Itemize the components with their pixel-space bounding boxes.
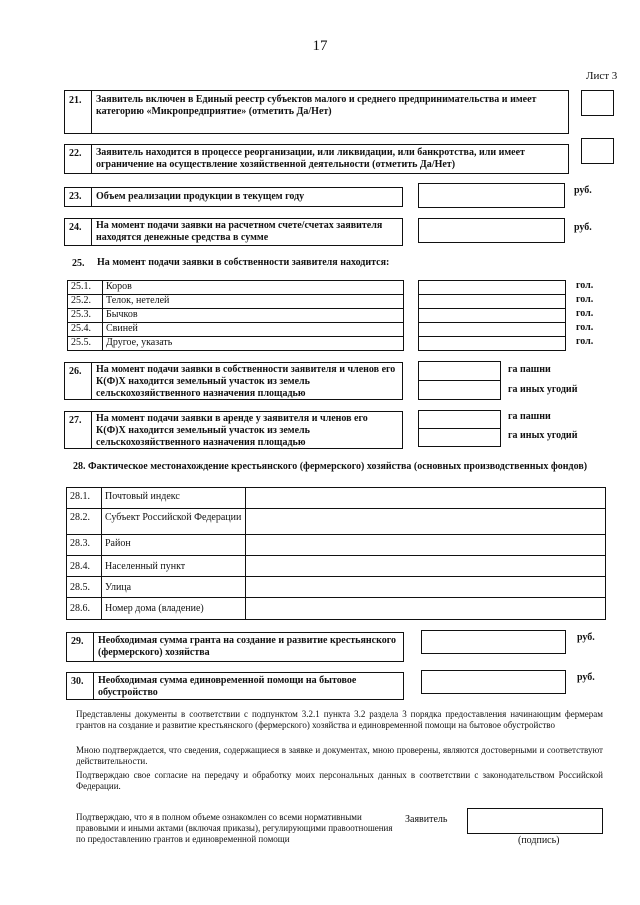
row-29-input[interactable] xyxy=(421,630,566,654)
location-num: 28.3. xyxy=(67,535,102,556)
row-29 xyxy=(66,632,404,662)
row-26-input-other[interactable] xyxy=(418,380,501,400)
location-input[interactable] xyxy=(246,488,606,509)
location-input[interactable] xyxy=(246,509,606,535)
row-24-unit: руб. xyxy=(574,222,592,233)
location-input[interactable] xyxy=(246,535,606,556)
row-23-input[interactable] xyxy=(418,183,565,208)
row-21 xyxy=(64,90,569,134)
livestock-table xyxy=(67,280,404,351)
livestock-num: 25.5. xyxy=(68,337,103,351)
location-input[interactable] xyxy=(246,577,606,598)
row-27-input-other[interactable] xyxy=(418,428,501,447)
row-27-input-arable[interactable] xyxy=(418,410,501,429)
answer-22-box[interactable] xyxy=(581,138,614,164)
row-21-text: Заявитель включен в Единый реестр субъектов малого и среднего предпринимательства и имеет категорию «Микропредприятие» (отметить Да/Нет) xyxy=(96,94,537,117)
row-27-text: На момент подачи заявки в аренде у заявителя и членов его К(Ф)Х находится земельный участок из земель сельскохозяйственного назначения площадью xyxy=(96,413,368,448)
signature-caption: (подпись) xyxy=(518,835,560,846)
location-num: 28.4. xyxy=(67,556,102,577)
location-input[interactable] xyxy=(246,556,606,577)
row-30-input[interactable] xyxy=(421,670,566,694)
location-label: Улица xyxy=(102,577,246,598)
row-24-input[interactable] xyxy=(418,218,565,243)
livestock-num: 25.2. xyxy=(68,295,103,309)
applicant-label: Заявитель xyxy=(405,814,448,825)
row-26-number: 26. xyxy=(69,366,82,377)
row-30-number: 30. xyxy=(71,676,84,687)
row-23 xyxy=(64,187,403,207)
row-26-input-arable[interactable] xyxy=(418,361,501,381)
answer-21-box[interactable] xyxy=(581,90,614,116)
row-24-number: 24. xyxy=(69,222,82,233)
row-30-unit: руб. xyxy=(577,672,595,683)
row-29-text: Необходимая сумма гранта на создание и развитие крестьянского (фермерского) хозяйства xyxy=(98,635,396,658)
location-input[interactable] xyxy=(246,598,606,620)
livestock-unit: гол. xyxy=(576,336,594,347)
row-30-text: Необходимая сумма единовременной помощи на бытовое обустройство xyxy=(98,675,357,698)
location-num: 28.5. xyxy=(67,577,102,598)
livestock-num: 25.3. xyxy=(68,309,103,323)
livestock-input[interactable] xyxy=(419,337,566,351)
confirmation-text: Подтверждаю, что я в полном объеме ознакомлен со всеми нормативными правовыми и иными актами (включая приказы), регулирующими правоотношения по предоставлению грантов и единовременной помощи xyxy=(76,812,393,844)
row-26 xyxy=(64,362,403,400)
row-27-unit-other: га иных угодий xyxy=(508,430,578,441)
location-num: 28.1. xyxy=(67,488,102,509)
livestock-input[interactable] xyxy=(419,295,566,309)
livestock-unit: гол. xyxy=(576,322,594,333)
row-26-unit-arable: га пашни xyxy=(508,364,551,375)
row-22 xyxy=(64,144,569,174)
location-label: Район xyxy=(102,535,246,556)
accuracy-statement: Мною подтверждается, что сведения, содержащиеся в заявке и документах, мною проверены, являются достоверными и соответствуют действительности. xyxy=(76,745,603,766)
row-24 xyxy=(64,218,403,246)
row-22-number: 22. xyxy=(69,148,82,159)
livestock-input[interactable] xyxy=(419,323,566,337)
row-30 xyxy=(66,672,404,700)
livestock-label: Другое, указать xyxy=(103,337,404,351)
row-29-number: 29. xyxy=(71,636,84,647)
signature-box[interactable] xyxy=(467,808,603,834)
row-28-title: 28. Фактическое местонахождение крестьянского (фермерского) хозяйства (основных производственных фондов) xyxy=(73,461,588,472)
livestock-num: 25.1. xyxy=(68,281,103,295)
page-number: 17 xyxy=(312,38,328,54)
row-29-unit: руб. xyxy=(577,632,595,643)
row-25-text: На момент подачи заявки в собственности заявителя находится: xyxy=(97,257,390,268)
location-label: Номер дома (владение) xyxy=(102,598,246,620)
row-26-unit-other: га иных угодий xyxy=(508,384,578,395)
livestock-label: Бычков xyxy=(103,309,404,323)
row-21-number: 21. xyxy=(69,95,82,106)
livestock-label: Телок, нетелей xyxy=(103,295,404,309)
livestock-input[interactable] xyxy=(419,309,566,323)
row-23-unit: руб. xyxy=(574,185,592,196)
row-27 xyxy=(64,411,403,449)
documents-statement: Представлены документы в соответствии с подпунктом 3.2.1 пункта 3.2 раздела 3 порядка предоставления начинающим фермерам грантов на создание и развитие крестьянского (фермерского) хозяйства и единовременной помощи на бытовое обустройство xyxy=(76,709,603,730)
row-25-number: 25. xyxy=(72,258,85,269)
livestock-unit: гол. xyxy=(576,308,594,319)
row-22-text: Заявитель находится в процессе реорганизации, или ликвидации, или банкротства, или имеет ограничение на осуществление хозяйственной деятельности (отметить Да/Нет) xyxy=(96,147,525,170)
livestock-num: 25.4. xyxy=(68,323,103,337)
location-label: Почтовый индекс xyxy=(102,488,246,509)
location-num: 28.2. xyxy=(67,509,102,535)
livestock-unit: гол. xyxy=(576,280,594,291)
location-label: Субъект Российской Федерации xyxy=(102,509,246,535)
livestock-inputs xyxy=(418,280,566,351)
consent-statement: Подтверждаю свое согласие на передачу и обработку моих персональных данных в соответствии с законодательством Российской Федерации. xyxy=(76,770,603,791)
location-num: 28.6. xyxy=(67,598,102,620)
livestock-label: Свиней xyxy=(103,323,404,337)
row-23-number: 23. xyxy=(69,191,82,202)
sheet-label: Лист 3 xyxy=(586,70,618,82)
livestock-unit: гол. xyxy=(576,294,594,305)
livestock-input[interactable] xyxy=(419,281,566,295)
row-27-unit-arable: га пашни xyxy=(508,411,551,422)
livestock-label: Коров xyxy=(103,281,404,295)
location-table xyxy=(66,487,606,620)
row-23-text: Объем реализации продукции в текущем году xyxy=(96,191,305,202)
location-label: Населенный пункт xyxy=(102,556,246,577)
row-27-number: 27. xyxy=(69,415,82,426)
row-26-text: На момент подачи заявки в собственности заявителя и членов его К(Ф)Х находится земельный участок из земель сельскохозяйственного назначения площадью xyxy=(96,364,396,399)
row-24-text: На момент подачи заявки на расчетном счете/счетах заявителя находятся денежные средства в сумме xyxy=(96,220,383,243)
